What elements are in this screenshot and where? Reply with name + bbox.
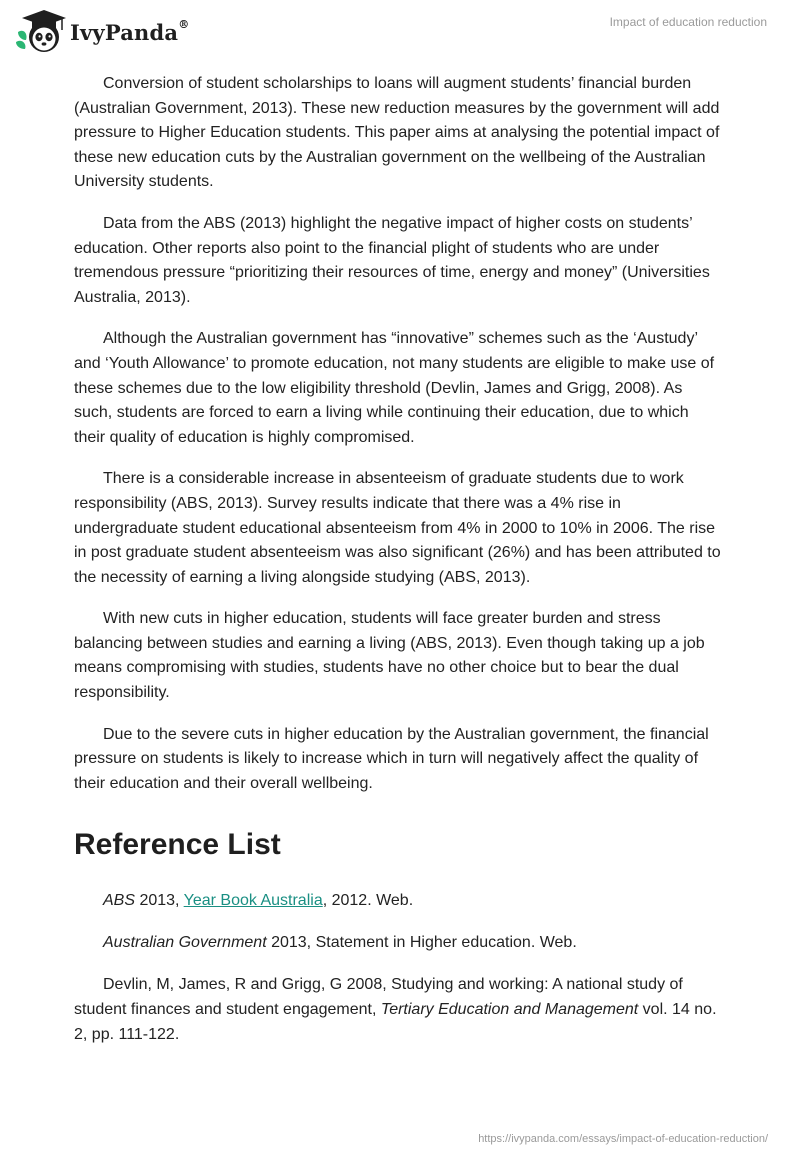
document-title: Impact of education reduction xyxy=(609,15,767,29)
reference-author: Australian Government xyxy=(103,934,267,952)
body-paragraph: There is a considerable increase in absenteeism of graduate students due to work responsibility (ABS, 2013). Survey results indicate that there was a 4% rise in undergraduate student educational absenteeism from 4% in 2000 to 10% in 2006. The rise in post graduate student absenteeism was also significant (26%) and has been attributed to the necessity of earning a living alongside studying (ABS, 2013). xyxy=(74,470,721,586)
reference-journal: Tertiary Education and Management xyxy=(380,1001,639,1019)
reference-item: ABS 2013, Year Book Australia, 2012. Web. xyxy=(103,892,414,910)
year-book-australia-link[interactable]: Year Book Australia xyxy=(183,892,323,910)
reference-author: ABS xyxy=(103,892,136,910)
source-url: https://ivypanda.com/essays/impact-of-education-reduction/ xyxy=(478,1133,768,1145)
page-header xyxy=(0,0,800,64)
body-paragraph: Due to the severe cuts in higher education by the Australian government, the financial pressure on students is likely to increase which in turn will negatively affect the quality of their education and their overall wellbeing. xyxy=(74,725,709,792)
ivypanda-logo[interactable] xyxy=(14,8,189,56)
panda-logo-icon xyxy=(14,8,66,56)
body-paragraph: Although the Australian government has “innovative” schemes such as the ‘Austudy’ and ‘Youth Allowance’ to promote education, not many students are eligible to make use of these schemes due to the low eligibility threshold (Devlin, James and Grigg, 2008). As such, students are forced to earn a living while continuing their education, due to which their quality of education is highly compromised. xyxy=(74,330,715,446)
essay-content xyxy=(74,72,724,1064)
body-paragraph: Conversion of student scholarships to loans will augment students’ financial burden (Australian Government, 2013). These new reduction measures by the government will add pressure to Higher Education students. This paper aims at analysing the potential impact of these new education cuts by the Australian government on the wellbeing of the Australian University students. xyxy=(74,75,720,191)
reference-item: Australian Government 2013, Statement in Higher education. Web. xyxy=(103,934,577,952)
reference-list-heading: Reference List xyxy=(74,828,281,862)
body-paragraph: With new cuts in higher education, students will face greater burden and stress balancing between studies and earning a living (ABS, 2013). Even though taking up a job means compromising with studies, students have no other choice but to bear the dual responsibility. xyxy=(74,610,705,702)
reference-item: Devlin, M, James, R and Grigg, G 2008, Studying and working: A national study of student finances and student engagement, Tertiary Education and Management vol. 14 no. 2, pp. 111-122. xyxy=(74,976,717,1044)
brand-name: IvyPanda® xyxy=(70,17,190,45)
body-paragraph: Data from the ABS (2013) highlight the negative impact of higher costs on students’ education. Other reports also point to the financial plight of students who are under tremendous pressure “prioritizing their resources of time, energy and money” (Universities Australia, 2013). xyxy=(74,214,710,306)
